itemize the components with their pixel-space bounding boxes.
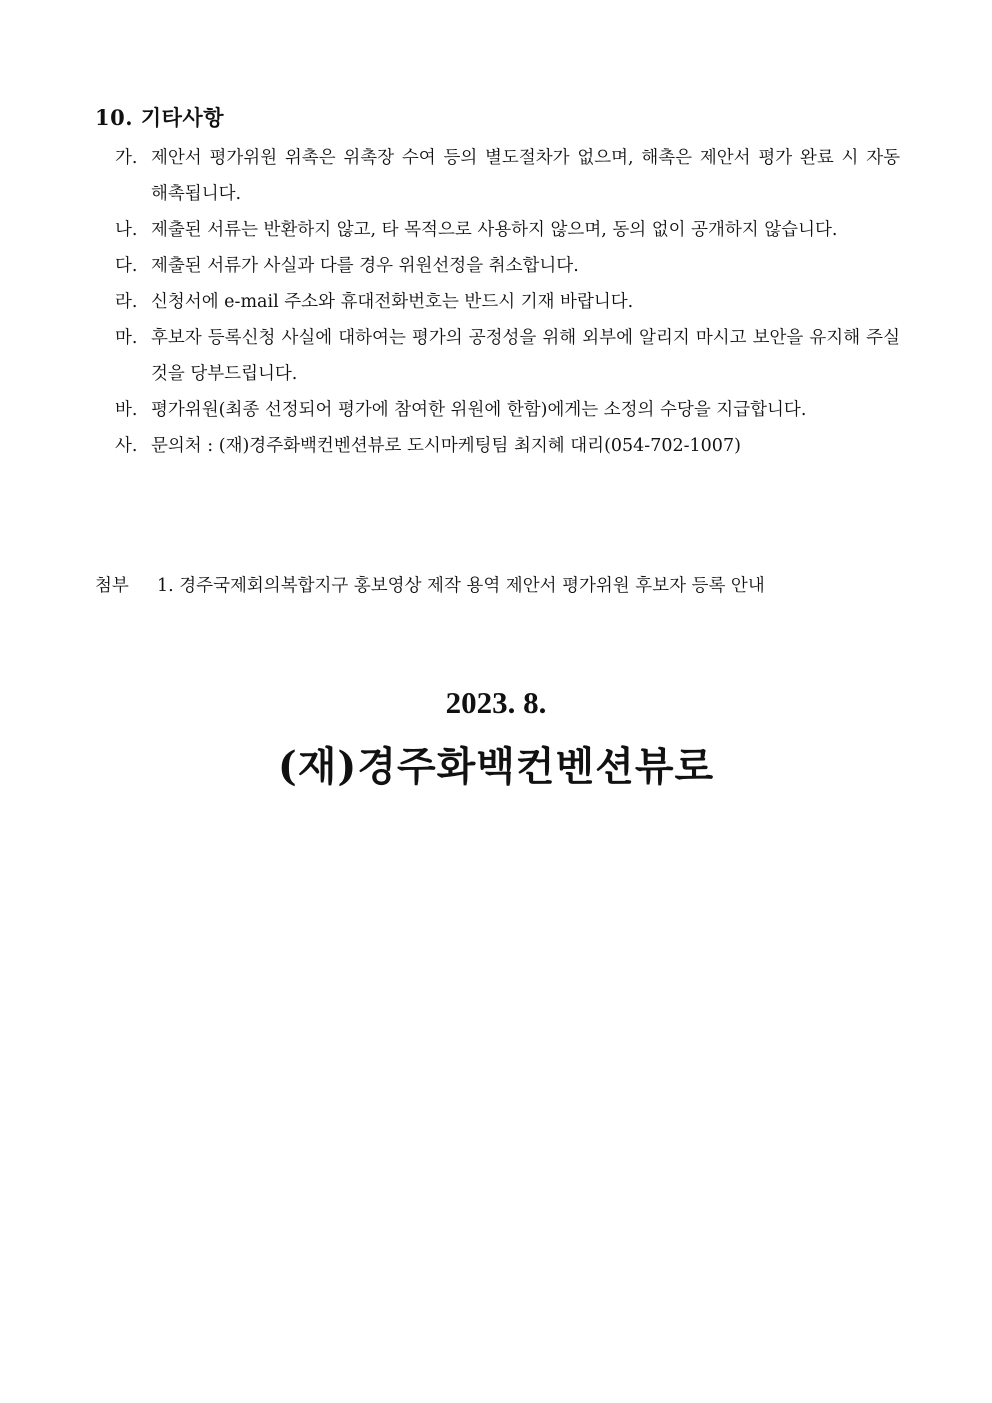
list-item: [115, 212, 900, 248]
document-date: 2023. 8.: [445, 685, 547, 720]
attachment-line: [95, 570, 905, 602]
item-text: 제안서 평가위원 위촉은 위촉장 수여 등의 별도절차가 없으며, 해촉은 제안서 평가 완료 시 자동 해촉됩니다.: [151, 148, 900, 204]
list-item: [115, 320, 900, 392]
item-text: 제출된 서류가 사실과 다를 경우 위원선정을 취소합니다.: [151, 256, 579, 276]
item-marker: 라.: [115, 292, 138, 312]
notice-list: [115, 140, 900, 464]
list-item: [115, 248, 900, 284]
item-text: 신청서에 e-mail 주소와 휴대전화번호는 반드시 기재 바랍니다.: [151, 292, 634, 312]
item-marker: 가.: [115, 148, 138, 168]
item-text: 후보자 등록신청 사실에 대하여는 평가의 공정성을 위해 외부에 알리지 마시고 보안을 유지해 주실 것을 당부드립니다.: [151, 328, 900, 384]
item-marker: 사.: [115, 436, 138, 456]
list-item: [115, 392, 900, 428]
item-marker: 마.: [115, 328, 138, 348]
list-item: [115, 140, 900, 212]
item-text: 평가위원(최종 선정되어 평가에 참여한 위원에 한함)에게는 소정의 수당을 지급합니다.: [151, 400, 807, 420]
list-item: [115, 284, 900, 320]
item-marker: 바.: [115, 400, 138, 420]
item-text: 문의처 : (재)경주화백컨벤션뷰로 도시마케팅팀 최지혜 대리(054-702-1007): [151, 436, 741, 456]
section-title: 10. 기타사항: [95, 105, 224, 130]
list-item: [115, 428, 900, 464]
organization-name: (재)경주화백컨벤션뷰로: [277, 743, 715, 790]
item-text: 제출된 서류는 반환하지 않고, 타 목적으로 사용하지 않으며, 동의 없이 공개하지 않습니다.: [151, 220, 838, 240]
item-marker: 나.: [115, 220, 138, 240]
item-marker: 다.: [115, 256, 138, 276]
attachment-text: 1. 경주국제회의복합지구 홍보영상 제작 용역 제안서 평가위원 후보자 등록 안내: [157, 576, 765, 596]
attachment-label: 첨부: [95, 576, 129, 596]
